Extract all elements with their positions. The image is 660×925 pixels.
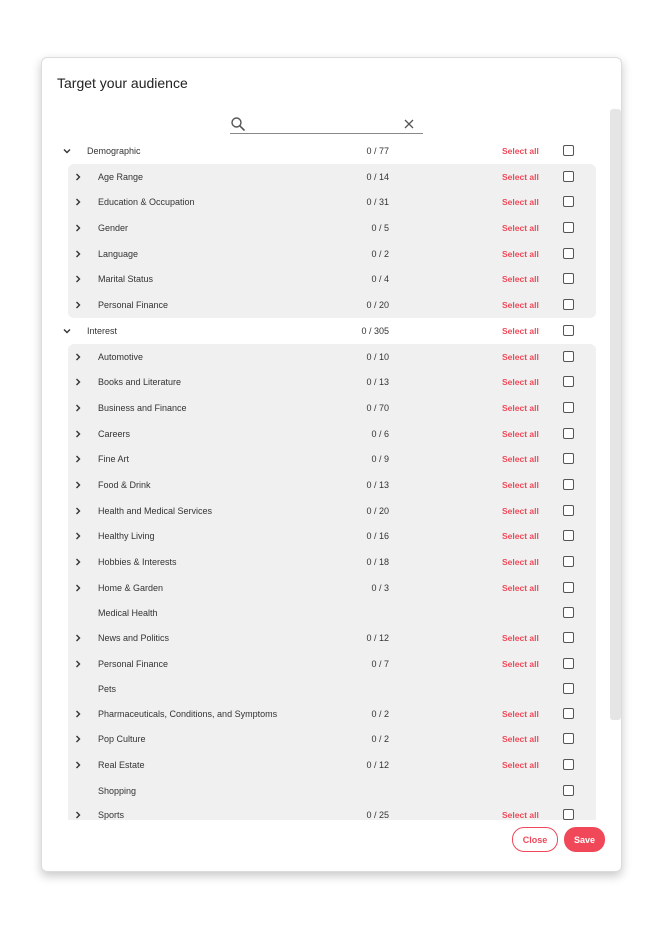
chevron-right-icon[interactable] xyxy=(73,249,83,259)
subcategory-row[interactable] xyxy=(68,726,596,752)
select-all-link[interactable]: Select all xyxy=(502,760,539,771)
row-count: 0 / 25 xyxy=(366,810,389,820)
row-label: Health and Medical Services xyxy=(98,505,213,516)
row-count: 0 / 70 xyxy=(366,402,389,413)
row-label: Home & Garden xyxy=(98,582,164,593)
select-all-link[interactable]: Select all xyxy=(502,146,539,156)
row-checkbox[interactable] xyxy=(563,325,574,336)
select-all-link[interactable]: Select all xyxy=(502,557,539,567)
row-label: Hobbies & Interests xyxy=(98,557,177,567)
chevron-down-icon[interactable] xyxy=(62,146,72,156)
row-checkbox[interactable] xyxy=(563,351,574,362)
subcategory-row[interactable] xyxy=(68,241,596,267)
row-count: 0 / 31 xyxy=(366,197,389,208)
row-count: 0 / 9 xyxy=(371,454,389,465)
chevron-right-icon[interactable] xyxy=(73,223,83,233)
select-all-link[interactable]: Select all xyxy=(502,505,539,516)
category-row[interactable] xyxy=(42,138,607,164)
row-count: 0 / 20 xyxy=(366,505,389,516)
row-checkbox[interactable] xyxy=(563,222,574,233)
select-all-link[interactable]: Select all xyxy=(502,300,539,311)
row-count: 0 / 12 xyxy=(366,632,389,643)
chevron-right-icon[interactable] xyxy=(73,429,83,439)
row-count: 0 / 13 xyxy=(366,377,389,388)
select-all-link[interactable]: Select all xyxy=(502,658,539,669)
select-all-link[interactable]: Select all xyxy=(502,708,539,719)
subcategory-row[interactable] xyxy=(68,701,596,727)
row-checkbox[interactable] xyxy=(563,785,574,796)
select-all-link[interactable]: Select all xyxy=(502,582,539,593)
row-checkbox[interactable] xyxy=(563,171,574,182)
row-checkbox[interactable] xyxy=(563,505,574,516)
subcategory-group xyxy=(68,344,596,821)
row-checkbox[interactable] xyxy=(563,733,574,744)
row-checkbox[interactable] xyxy=(563,556,574,567)
row-checkbox[interactable] xyxy=(563,582,574,593)
category-row[interactable] xyxy=(42,318,607,344)
select-all-link[interactable]: Select all xyxy=(502,428,539,439)
chevron-right-icon[interactable] xyxy=(73,810,83,820)
subcategory-group xyxy=(68,164,596,318)
search-icon xyxy=(230,116,246,132)
row-count: 0 / 305 xyxy=(361,325,389,336)
row-count: 0 / 14 xyxy=(366,171,389,182)
chevron-right-icon[interactable] xyxy=(73,274,83,284)
subcategory-row[interactable] xyxy=(68,215,596,241)
select-all-link[interactable]: Select all xyxy=(502,171,539,182)
chevron-right-icon[interactable] xyxy=(73,172,83,182)
row-label: Real Estate xyxy=(98,760,145,771)
row-checkbox[interactable] xyxy=(563,196,574,207)
row-checkbox[interactable] xyxy=(563,809,574,820)
subcategory-row[interactable] xyxy=(68,446,596,472)
subcategory-row[interactable] xyxy=(68,266,596,292)
row-label: Books and Literature xyxy=(98,377,182,388)
chevron-right-icon[interactable] xyxy=(73,633,83,643)
row-checkbox[interactable] xyxy=(563,479,574,490)
select-all-link[interactable]: Select all xyxy=(502,274,539,285)
row-label: Medical Health xyxy=(98,608,158,619)
row-label: Fine Art xyxy=(98,454,130,465)
row-label: Shopping xyxy=(98,785,137,796)
row-label: Sports xyxy=(98,810,125,820)
select-all-link[interactable]: Select all xyxy=(502,632,539,643)
chevron-right-icon[interactable] xyxy=(73,583,83,593)
row-count: 0 / 2 xyxy=(371,708,389,719)
row-count: 0 / 10 xyxy=(366,351,389,362)
chevron-right-icon[interactable] xyxy=(73,506,83,516)
select-all-link[interactable]: Select all xyxy=(502,377,539,388)
row-checkbox[interactable] xyxy=(563,428,574,439)
chevron-right-icon[interactable] xyxy=(73,557,83,567)
select-all-link[interactable]: Select all xyxy=(502,734,539,745)
chevron-right-icon[interactable] xyxy=(73,352,83,362)
row-count: 0 / 18 xyxy=(366,557,389,567)
row-count: 0 / 2 xyxy=(371,248,389,259)
row-label: Automotive xyxy=(98,351,144,362)
chevron-right-icon[interactable] xyxy=(73,403,83,413)
select-all-link[interactable]: Select all xyxy=(502,351,539,362)
subcategory-row[interactable] xyxy=(68,498,596,524)
subcategory-row[interactable] xyxy=(68,523,596,549)
chevron-right-icon[interactable] xyxy=(73,300,83,310)
row-checkbox[interactable] xyxy=(563,299,574,310)
row-label: Pets xyxy=(98,684,117,695)
subcategory-row[interactable] xyxy=(68,625,596,651)
row-label: Pop Culture xyxy=(98,734,146,745)
row-label: Healthy Living xyxy=(98,531,155,542)
category-list xyxy=(42,138,607,820)
chevron-right-icon[interactable] xyxy=(73,480,83,490)
select-all-link[interactable]: Select all xyxy=(502,248,539,259)
row-label: Personal Finance xyxy=(98,300,169,311)
save-button[interactable]: Save xyxy=(564,827,605,852)
row-label: Personal Finance xyxy=(98,658,169,669)
select-all-link[interactable]: Select all xyxy=(502,223,539,234)
row-count: 0 / 77 xyxy=(366,146,389,156)
subcategory-row[interactable] xyxy=(68,575,596,601)
row-label: Food & Drink xyxy=(98,479,151,490)
row-checkbox[interactable] xyxy=(563,708,574,719)
subcategory-row[interactable] xyxy=(68,189,596,215)
row-checkbox[interactable] xyxy=(563,530,574,541)
row-label: Education & Occupation xyxy=(98,197,195,208)
subcategory-row[interactable] xyxy=(68,395,596,421)
row-checkbox[interactable] xyxy=(563,607,574,618)
row-count: 0 / 16 xyxy=(366,531,389,542)
select-all-link[interactable]: Select all xyxy=(502,197,539,208)
select-all-link[interactable]: Select all xyxy=(502,325,539,336)
row-label: Careers xyxy=(98,428,131,439)
row-label: Age Range xyxy=(98,171,144,182)
row-count: 0 / 6 xyxy=(371,428,389,439)
chevron-right-icon[interactable] xyxy=(73,531,83,541)
close-icon[interactable] xyxy=(402,117,416,131)
subcategory-row[interactable] xyxy=(68,472,596,498)
row-count: 0 / 12 xyxy=(366,760,389,771)
chevron-right-icon[interactable] xyxy=(73,709,83,719)
row-count: 0 / 4 xyxy=(371,274,389,285)
row-count: 0 / 7 xyxy=(371,658,389,669)
subcategory-row[interactable] xyxy=(68,421,596,447)
chevron-right-icon[interactable] xyxy=(73,659,83,669)
row-checkbox[interactable] xyxy=(563,658,574,669)
row-label: Business and Finance xyxy=(98,402,187,413)
row-count: 0 / 3 xyxy=(371,582,389,593)
chevron-right-icon[interactable] xyxy=(73,377,83,387)
subcategory-row[interactable] xyxy=(68,344,596,370)
subcategory-row[interactable] xyxy=(68,549,596,575)
subcategory-row[interactable] xyxy=(68,676,596,701)
scrollbar[interactable] xyxy=(610,109,621,720)
modal-title: Target your audience xyxy=(57,75,188,91)
subcategory-row[interactable] xyxy=(68,651,596,677)
chevron-down-icon[interactable] xyxy=(62,326,72,336)
row-count: 0 / 13 xyxy=(366,479,389,490)
row-count: 0 / 5 xyxy=(371,223,389,234)
chevron-right-icon[interactable] xyxy=(73,760,83,770)
row-label: Pharmaceuticals, Conditions, and Symptoms xyxy=(98,708,278,719)
subcategory-row[interactable] xyxy=(68,600,596,625)
row-checkbox[interactable] xyxy=(563,632,574,643)
chevron-right-icon[interactable] xyxy=(73,454,83,464)
row-checkbox[interactable] xyxy=(563,145,574,156)
row-label: Marital Status xyxy=(98,274,154,285)
row-checkbox[interactable] xyxy=(563,402,574,413)
row-checkbox[interactable] xyxy=(563,273,574,284)
subcategory-row[interactable] xyxy=(68,164,596,190)
subcategory-row[interactable] xyxy=(68,802,596,820)
subcategory-row[interactable] xyxy=(68,292,596,318)
row-checkbox[interactable] xyxy=(563,683,574,694)
search-input[interactable] xyxy=(250,116,395,131)
select-all-link[interactable]: Select all xyxy=(502,454,539,465)
row-checkbox[interactable] xyxy=(563,248,574,259)
row-label: Interest xyxy=(87,325,118,336)
chevron-right-icon[interactable] xyxy=(73,734,83,744)
row-count: 0 / 20 xyxy=(366,300,389,311)
select-all-link[interactable]: Select all xyxy=(502,479,539,490)
row-count: 0 / 2 xyxy=(371,734,389,745)
row-label: Gender xyxy=(98,223,129,234)
close-button[interactable]: Close xyxy=(512,827,558,852)
search-bar xyxy=(230,116,423,134)
row-checkbox[interactable] xyxy=(563,759,574,770)
row-label: Language xyxy=(98,248,139,259)
audience-modal xyxy=(41,57,622,872)
select-all-link[interactable]: Select all xyxy=(502,810,539,820)
row-label: Demographic xyxy=(87,146,141,156)
row-checkbox[interactable] xyxy=(563,376,574,387)
row-checkbox[interactable] xyxy=(563,453,574,464)
subcategory-row[interactable] xyxy=(68,369,596,395)
select-all-link[interactable]: Select all xyxy=(502,531,539,542)
select-all-link[interactable]: Select all xyxy=(502,402,539,413)
chevron-right-icon[interactable] xyxy=(73,197,83,207)
subcategory-row[interactable] xyxy=(68,752,596,778)
row-label: News and Politics xyxy=(98,632,170,643)
subcategory-row[interactable] xyxy=(68,778,596,803)
